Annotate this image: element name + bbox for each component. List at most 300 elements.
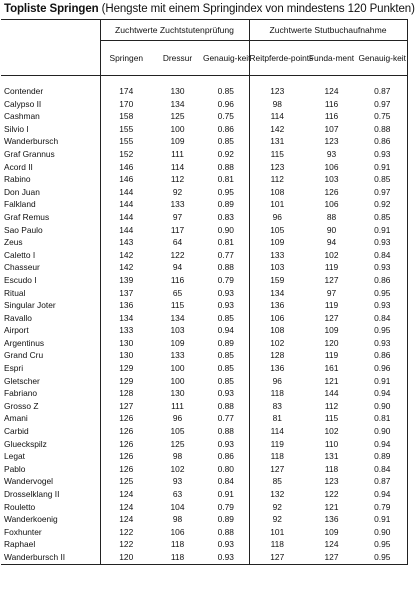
- fundament-value: 123: [324, 476, 339, 487]
- column-header-dressur: Dressur: [152, 41, 203, 76]
- dressur-value: 116: [170, 274, 185, 285]
- genauigkeit-1-value: 0.81: [217, 237, 234, 248]
- dressur-value: 118: [170, 539, 185, 550]
- genauigkeit-1-value: 0.85: [217, 312, 234, 323]
- dressur-value: 98: [172, 451, 183, 462]
- table-row: [1, 463, 407, 476]
- dressur-value: 114: [170, 161, 185, 172]
- dressur-value: 133: [170, 199, 185, 210]
- horse-name: Calypso II: [4, 98, 42, 109]
- horse-name: Don Juan: [4, 186, 40, 197]
- springen-value: 158: [100, 110, 152, 123]
- genauigkeit-2-value: 0.84: [358, 249, 407, 262]
- table-row: [1, 501, 407, 514]
- table-row: [1, 488, 407, 501]
- table-row: [1, 85, 407, 98]
- fundament-value: 116: [324, 111, 339, 122]
- table-row: [1, 538, 407, 551]
- reitpferdepoints-value: 114: [249, 425, 305, 438]
- table-row: [1, 375, 407, 388]
- genauigkeit-1-value: 0.93: [217, 287, 234, 298]
- genauigkeit-1-value: 0.83: [217, 211, 234, 222]
- fundament-value: 127: [324, 312, 339, 323]
- dressur-value: 111: [171, 400, 184, 411]
- column-header-reitpferdepoints: Reitpferde-points: [249, 41, 305, 76]
- genauigkeit-2-value: 0.93: [358, 337, 407, 350]
- table-row: [1, 249, 407, 262]
- dressur-value: 112: [170, 174, 185, 185]
- table-row: [1, 299, 407, 312]
- fundament-value: 136: [324, 514, 339, 525]
- springen-value: 144: [100, 224, 152, 237]
- reitpferdepoints-value: 136: [249, 299, 305, 312]
- genauigkeit-2-value: 0.95: [358, 287, 407, 300]
- horse-name: Graf Grannus: [4, 148, 55, 159]
- fundament-value: 131: [324, 451, 339, 462]
- reitpferdepoints-value: 115: [249, 148, 305, 161]
- table-row: [1, 475, 407, 488]
- table-row: [1, 526, 407, 539]
- genauigkeit-2-value: 0.94: [358, 488, 407, 501]
- genauigkeit-1-value: 0.93: [217, 539, 234, 550]
- springen-value: 146: [100, 173, 152, 186]
- genauigkeit-2-value: 0.84: [358, 312, 407, 325]
- table-row: [1, 198, 407, 211]
- fundament-value: 103: [324, 174, 339, 185]
- table-row: [1, 312, 407, 325]
- horse-name: Zeus: [4, 237, 23, 248]
- genauigkeit-2-value: 0.94: [358, 438, 407, 451]
- genauigkeit-1-value: 0.93: [217, 388, 234, 399]
- reitpferdepoints-value: 96: [249, 211, 305, 224]
- genauigkeit-1-value: 0.79: [217, 274, 234, 285]
- dressur-value: 125: [170, 438, 185, 449]
- springen-value: 124: [100, 488, 152, 501]
- springen-value: 144: [100, 186, 152, 199]
- genauigkeit-2-value: 0.97: [358, 186, 407, 199]
- genauigkeit-2-value: 0.86: [358, 349, 407, 362]
- genauigkeit-1-value: 0.89: [217, 199, 234, 210]
- dressur-value: 100: [170, 375, 185, 386]
- genauigkeit-2-value: 0.90: [358, 425, 407, 438]
- fundament-value: 106: [324, 161, 339, 172]
- horse-name: Sao Paulo: [4, 224, 43, 235]
- springen-value: 143: [100, 236, 152, 249]
- title-bold: Topliste Springen: [4, 3, 99, 15]
- horse-name: Grosso Z: [4, 400, 39, 411]
- springen-value: 155: [100, 123, 152, 136]
- dressur-value: 102: [170, 463, 185, 474]
- dressur-value: 63: [172, 489, 183, 499]
- horse-name: Carbid: [4, 426, 29, 437]
- group-header-row: [1, 20, 407, 41]
- genauigkeit-1-value: 0.95: [217, 186, 234, 197]
- genauigkeit-1-value: 0.88: [217, 161, 234, 172]
- table-row: [1, 387, 407, 400]
- genauigkeit-2-value: 0.86: [358, 274, 407, 287]
- dressur-value: 134: [170, 312, 185, 323]
- springen-value: 144: [100, 211, 152, 224]
- dressur-value: 105: [170, 426, 185, 437]
- reitpferdepoints-value: 133: [249, 249, 305, 262]
- fundament-value: 118: [324, 463, 339, 474]
- genauigkeit-1-value: 0.90: [217, 224, 234, 235]
- springen-value: 126: [100, 425, 152, 438]
- genauigkeit-2-value: 0.92: [358, 198, 407, 211]
- table-row: [1, 148, 407, 161]
- genauigkeit-2-value: 0.97: [358, 98, 407, 111]
- reitpferdepoints-value: 103: [249, 261, 305, 274]
- table-row: [1, 450, 407, 463]
- fundament-value: 124: [324, 539, 339, 550]
- horse-name: Amani: [4, 413, 28, 424]
- reitpferdepoints-value: 136: [249, 362, 305, 375]
- horse-name: Gletscher: [4, 375, 40, 386]
- genauigkeit-2-value: 0.95: [358, 551, 407, 564]
- genauigkeit-2-value: 0.86: [358, 135, 407, 148]
- genauigkeit-1-value: 0.85: [217, 375, 234, 386]
- horse-name: Wanderkoenig: [4, 514, 58, 525]
- reitpferdepoints-value: 132: [249, 488, 305, 501]
- springen-value: 122: [100, 538, 152, 551]
- springen-value: 120: [100, 551, 152, 564]
- horse-name: Rabino: [4, 174, 31, 185]
- genauigkeit-1-value: 0.93: [203, 551, 249, 564]
- springen-value: 152: [100, 148, 152, 161]
- dressur-value: 100: [170, 363, 185, 374]
- dressur-value: 100: [170, 123, 185, 134]
- column-header-genauigkeit-1: Genauig-keit: [203, 41, 249, 76]
- horse-name: Escudo I: [4, 274, 37, 285]
- table-row: [1, 551, 407, 564]
- genauigkeit-1-value: 0.75: [217, 111, 234, 122]
- genauigkeit-1-value: 0.85: [217, 350, 234, 361]
- dressur-value: 134: [170, 98, 185, 109]
- fundament-value: 124: [324, 86, 339, 96]
- horse-name: Foxhunter: [4, 526, 42, 537]
- genauigkeit-1-value: 0.84: [217, 476, 234, 487]
- springen-value: 174: [100, 85, 152, 98]
- genauigkeit-2-value: 0.93: [358, 261, 407, 274]
- genauigkeit-2-value: 0.93: [358, 299, 407, 312]
- springen-value: 134: [100, 312, 152, 325]
- table-header: [1, 20, 407, 76]
- genauigkeit-2-value: 0.96: [358, 362, 407, 375]
- genauigkeit-1-value: 0.85: [217, 136, 234, 147]
- table-body: [1, 76, 407, 565]
- fundament-value: 126: [324, 186, 339, 197]
- dressur-value: 109: [170, 136, 185, 147]
- horse-name: Legat: [4, 451, 25, 462]
- genauigkeit-1-value: 0.85: [217, 86, 234, 96]
- reitpferdepoints-value: 102: [249, 337, 305, 350]
- reitpferdepoints-value: 108: [249, 186, 305, 199]
- table-row: [1, 287, 407, 300]
- dressur-value: 64: [172, 237, 183, 248]
- horse-name: Contender: [4, 86, 44, 96]
- springen-value: 122: [100, 526, 152, 539]
- springen-value: 126: [100, 450, 152, 463]
- fundament-value: 102: [324, 249, 339, 260]
- springen-value: 127: [100, 400, 152, 413]
- springen-value: 144: [100, 198, 152, 211]
- dressur-value: 106: [170, 526, 185, 537]
- springen-value: 130: [100, 349, 152, 362]
- horse-name: Fabriano: [4, 388, 38, 399]
- genauigkeit-2-value: 0.87: [358, 475, 407, 488]
- reitpferdepoints-value: 114: [249, 110, 305, 123]
- genauigkeit-1-value: 0.80: [217, 463, 234, 474]
- dressur-value: 93: [172, 476, 183, 487]
- genauigkeit-1-value: 0.88: [217, 400, 234, 411]
- genauigkeit-1-value: 0.88: [217, 426, 234, 437]
- genauigkeit-2-value: 0.88: [358, 123, 407, 136]
- springen-value: 124: [100, 501, 152, 514]
- fundament-value: 107: [324, 123, 339, 134]
- horse-name: Ritual: [4, 287, 26, 298]
- reitpferdepoints-value: 128: [249, 349, 305, 362]
- table-row: [1, 400, 407, 413]
- fundament-value: 109: [324, 325, 339, 336]
- horse-name: Rouletto: [4, 501, 36, 512]
- genauigkeit-2-value: 0.87: [358, 85, 407, 98]
- genauigkeit-1-value: 0.79: [217, 501, 234, 512]
- group-header-stutbuchaufnahme: Zuchtwerte Stutbuchaufnahme: [249, 20, 407, 41]
- genauigkeit-1-value: 0.88: [217, 262, 234, 273]
- reitpferdepoints-value: 98: [249, 98, 305, 111]
- reitpferdepoints-value: 101: [249, 526, 305, 539]
- table-row: [1, 513, 407, 526]
- springen-value: 129: [100, 375, 152, 388]
- table-row: [1, 362, 407, 375]
- springen-value: 155: [100, 135, 152, 148]
- genauigkeit-2-value: 0.81: [358, 412, 407, 425]
- ranking-table: [1, 19, 408, 565]
- reitpferdepoints-value: 92: [249, 501, 305, 514]
- fundament-value: 109: [324, 526, 339, 537]
- reitpferdepoints-value: 118: [249, 538, 305, 551]
- dressur-value: 109: [170, 337, 185, 348]
- springen-value: 126: [100, 412, 152, 425]
- horse-name: Argentinus: [4, 337, 45, 348]
- fundament-value: 110: [324, 438, 339, 449]
- reitpferdepoints-value: 105: [249, 224, 305, 237]
- reitpferdepoints-value: 112: [249, 173, 305, 186]
- genauigkeit-1-value: 0.77: [217, 249, 234, 260]
- reitpferdepoints-value: 83: [249, 400, 305, 413]
- springen-value: 146: [100, 161, 152, 174]
- springen-value: 124: [100, 513, 152, 526]
- table-row: [1, 236, 407, 249]
- horse-name: Drosselklang II: [4, 489, 60, 499]
- fundament-value: 115: [324, 413, 339, 424]
- reitpferdepoints-value: 127: [249, 551, 305, 564]
- horse-name: Caletto I: [4, 249, 36, 260]
- genauigkeit-1-value: 0.88: [217, 526, 234, 537]
- table-row: [1, 324, 407, 337]
- genauigkeit-1-value: 0.86: [217, 451, 234, 462]
- fundament-value: 106: [324, 199, 339, 210]
- fundament-value: 97: [326, 287, 337, 298]
- genauigkeit-2-value: 0.84: [358, 463, 407, 476]
- genauigkeit-2-value: 0.85: [358, 173, 407, 186]
- table-row: [1, 110, 407, 123]
- table-row: [1, 224, 407, 237]
- genauigkeit-2-value: 0.93: [358, 236, 407, 249]
- table-row: [1, 337, 407, 350]
- table-row: [1, 135, 407, 148]
- genauigkeit-1-value: 0.85: [217, 363, 234, 374]
- fundament-value: 93: [326, 148, 337, 159]
- reitpferdepoints-value: 123: [249, 161, 305, 174]
- genauigkeit-2-value: 0.90: [358, 526, 407, 539]
- reitpferdepoints-value: 85: [249, 475, 305, 488]
- fundament-value: 161: [324, 363, 339, 374]
- fundament-value: 122: [324, 489, 339, 499]
- table-row: [1, 173, 407, 186]
- fundament-value: 119: [324, 262, 339, 273]
- horse-name: Singular Joter: [4, 300, 56, 311]
- table-row: [1, 161, 407, 174]
- genauigkeit-1-value: 0.81: [217, 174, 234, 185]
- fundament-value: 90: [326, 224, 337, 235]
- fundament-value: 121: [324, 375, 339, 386]
- reitpferdepoints-value: 108: [249, 324, 305, 337]
- reitpferdepoints-value: 134: [249, 287, 305, 300]
- springen-value: 125: [100, 475, 152, 488]
- table-row: [1, 412, 407, 425]
- genauigkeit-2-value: 0.95: [358, 324, 407, 337]
- genauigkeit-2-value: 0.85: [358, 211, 407, 224]
- horse-name: Pablo: [4, 463, 26, 474]
- horse-name: Falkland: [4, 199, 36, 210]
- horse-name: Silvio I: [4, 123, 29, 134]
- reitpferdepoints-value: 96: [249, 375, 305, 388]
- springen-value: 142: [100, 249, 152, 262]
- springen-value: 126: [100, 438, 152, 451]
- reitpferdepoints-value: 119: [249, 438, 305, 451]
- horse-name: Ravallo: [4, 312, 32, 323]
- fundament-value: 94: [326, 237, 337, 248]
- page-title: [4, 3, 415, 15]
- table-row: [1, 123, 407, 136]
- genauigkeit-1-value: 0.86: [217, 123, 234, 134]
- springen-value: 170: [100, 98, 152, 111]
- genauigkeit-1-value: 0.94: [217, 325, 234, 336]
- dressur-value: 130: [170, 388, 185, 399]
- reitpferdepoints-value: 92: [249, 513, 305, 526]
- horse-name: Airport: [4, 325, 29, 336]
- genauigkeit-1-value: 0.89: [217, 337, 234, 348]
- genauigkeit-2-value: 0.91: [358, 161, 407, 174]
- dressur-value: 130: [170, 86, 185, 96]
- genauigkeit-2-value: 0.90: [358, 400, 407, 413]
- springen-value: 137: [100, 287, 152, 300]
- table-row: [1, 186, 407, 199]
- genauigkeit-2-value: 0.91: [358, 375, 407, 388]
- reitpferdepoints-value: 142: [249, 123, 305, 136]
- horse-name: Cashman: [4, 111, 40, 122]
- reitpferdepoints-value: 118: [249, 387, 305, 400]
- table-row: [1, 438, 407, 451]
- table-row: [1, 349, 407, 362]
- column-header-row: [1, 41, 407, 76]
- horse-name: Grand Cru: [4, 350, 44, 361]
- genauigkeit-1-value: 0.96: [217, 98, 234, 109]
- fundament-value: 112: [324, 400, 339, 411]
- fundament-value: 120: [324, 337, 339, 348]
- group-header-zuchtstutenpruefung: Zuchtwerte Zuchtstutenprüfung: [100, 20, 249, 41]
- table-row: [1, 425, 407, 438]
- dressur-value: 104: [170, 501, 185, 512]
- springen-value: 126: [100, 463, 152, 476]
- genauigkeit-2-value: 0.94: [358, 387, 407, 400]
- table-row: [1, 211, 407, 224]
- springen-value: 130: [100, 337, 152, 350]
- reitpferdepoints-value: 106: [249, 312, 305, 325]
- genauigkeit-2-value: 0.75: [358, 110, 407, 123]
- dressur-value: 97: [172, 211, 183, 222]
- dressur-value: 92: [172, 186, 183, 197]
- dressur-value: 103: [170, 325, 185, 336]
- genauigkeit-2-value: 0.91: [358, 513, 407, 526]
- reitpferdepoints-value: 127: [249, 463, 305, 476]
- genauigkeit-1-value: 0.93: [217, 300, 234, 311]
- fundament-value: 127: [324, 274, 339, 285]
- spacer-row: [1, 76, 407, 86]
- fundament-value: 121: [324, 501, 339, 512]
- genauigkeit-2-value: 0.95: [358, 538, 407, 551]
- horse-name: Espri: [4, 363, 24, 374]
- reitpferdepoints-value: 123: [249, 85, 305, 98]
- genauigkeit-1-value: 0.92: [217, 148, 234, 159]
- horse-name: Wanderbursch II: [1, 551, 100, 564]
- dressur-value: 98: [172, 514, 183, 525]
- fundament-value: 144: [324, 388, 339, 399]
- reitpferdepoints-value: 131: [249, 135, 305, 148]
- reitpferdepoints-value: 159: [249, 274, 305, 287]
- genauigkeit-1-value: 0.77: [217, 413, 234, 424]
- reitpferdepoints-value: 109: [249, 236, 305, 249]
- reitpferdepoints-value: 81: [249, 412, 305, 425]
- fundament-value: 119: [324, 300, 339, 311]
- horse-name: Acord II: [4, 161, 33, 172]
- dressur-value: 118: [152, 551, 203, 564]
- genauigkeit-2-value: 0.89: [358, 450, 407, 463]
- dressur-value: 96: [172, 413, 183, 424]
- column-header-springen: Springen: [100, 41, 152, 76]
- fundament-value: 119: [324, 350, 339, 361]
- dressur-value: 94: [172, 262, 183, 273]
- springen-value: 136: [100, 299, 152, 312]
- column-header-fundament: Funda-ment: [305, 41, 358, 76]
- reitpferdepoints-value: 118: [249, 450, 305, 463]
- genauigkeit-1-value: 0.91: [217, 489, 234, 499]
- springen-value: 128: [100, 387, 152, 400]
- horse-name: Wanderbursch: [4, 136, 59, 147]
- fundament-value: 116: [324, 98, 339, 109]
- fundament-value: 88: [326, 211, 337, 222]
- springen-value: 129: [100, 362, 152, 375]
- table-row: [1, 274, 407, 287]
- horse-name: Wandervogel: [4, 476, 54, 487]
- genauigkeit-2-value: 0.93: [358, 148, 407, 161]
- springen-value: 139: [100, 274, 152, 287]
- genauigkeit-1-value: 0.89: [217, 514, 234, 525]
- genauigkeit-1-value: 0.93: [217, 438, 234, 449]
- fundament-value: 123: [324, 136, 339, 147]
- horse-name: Glueckspilz: [4, 438, 47, 449]
